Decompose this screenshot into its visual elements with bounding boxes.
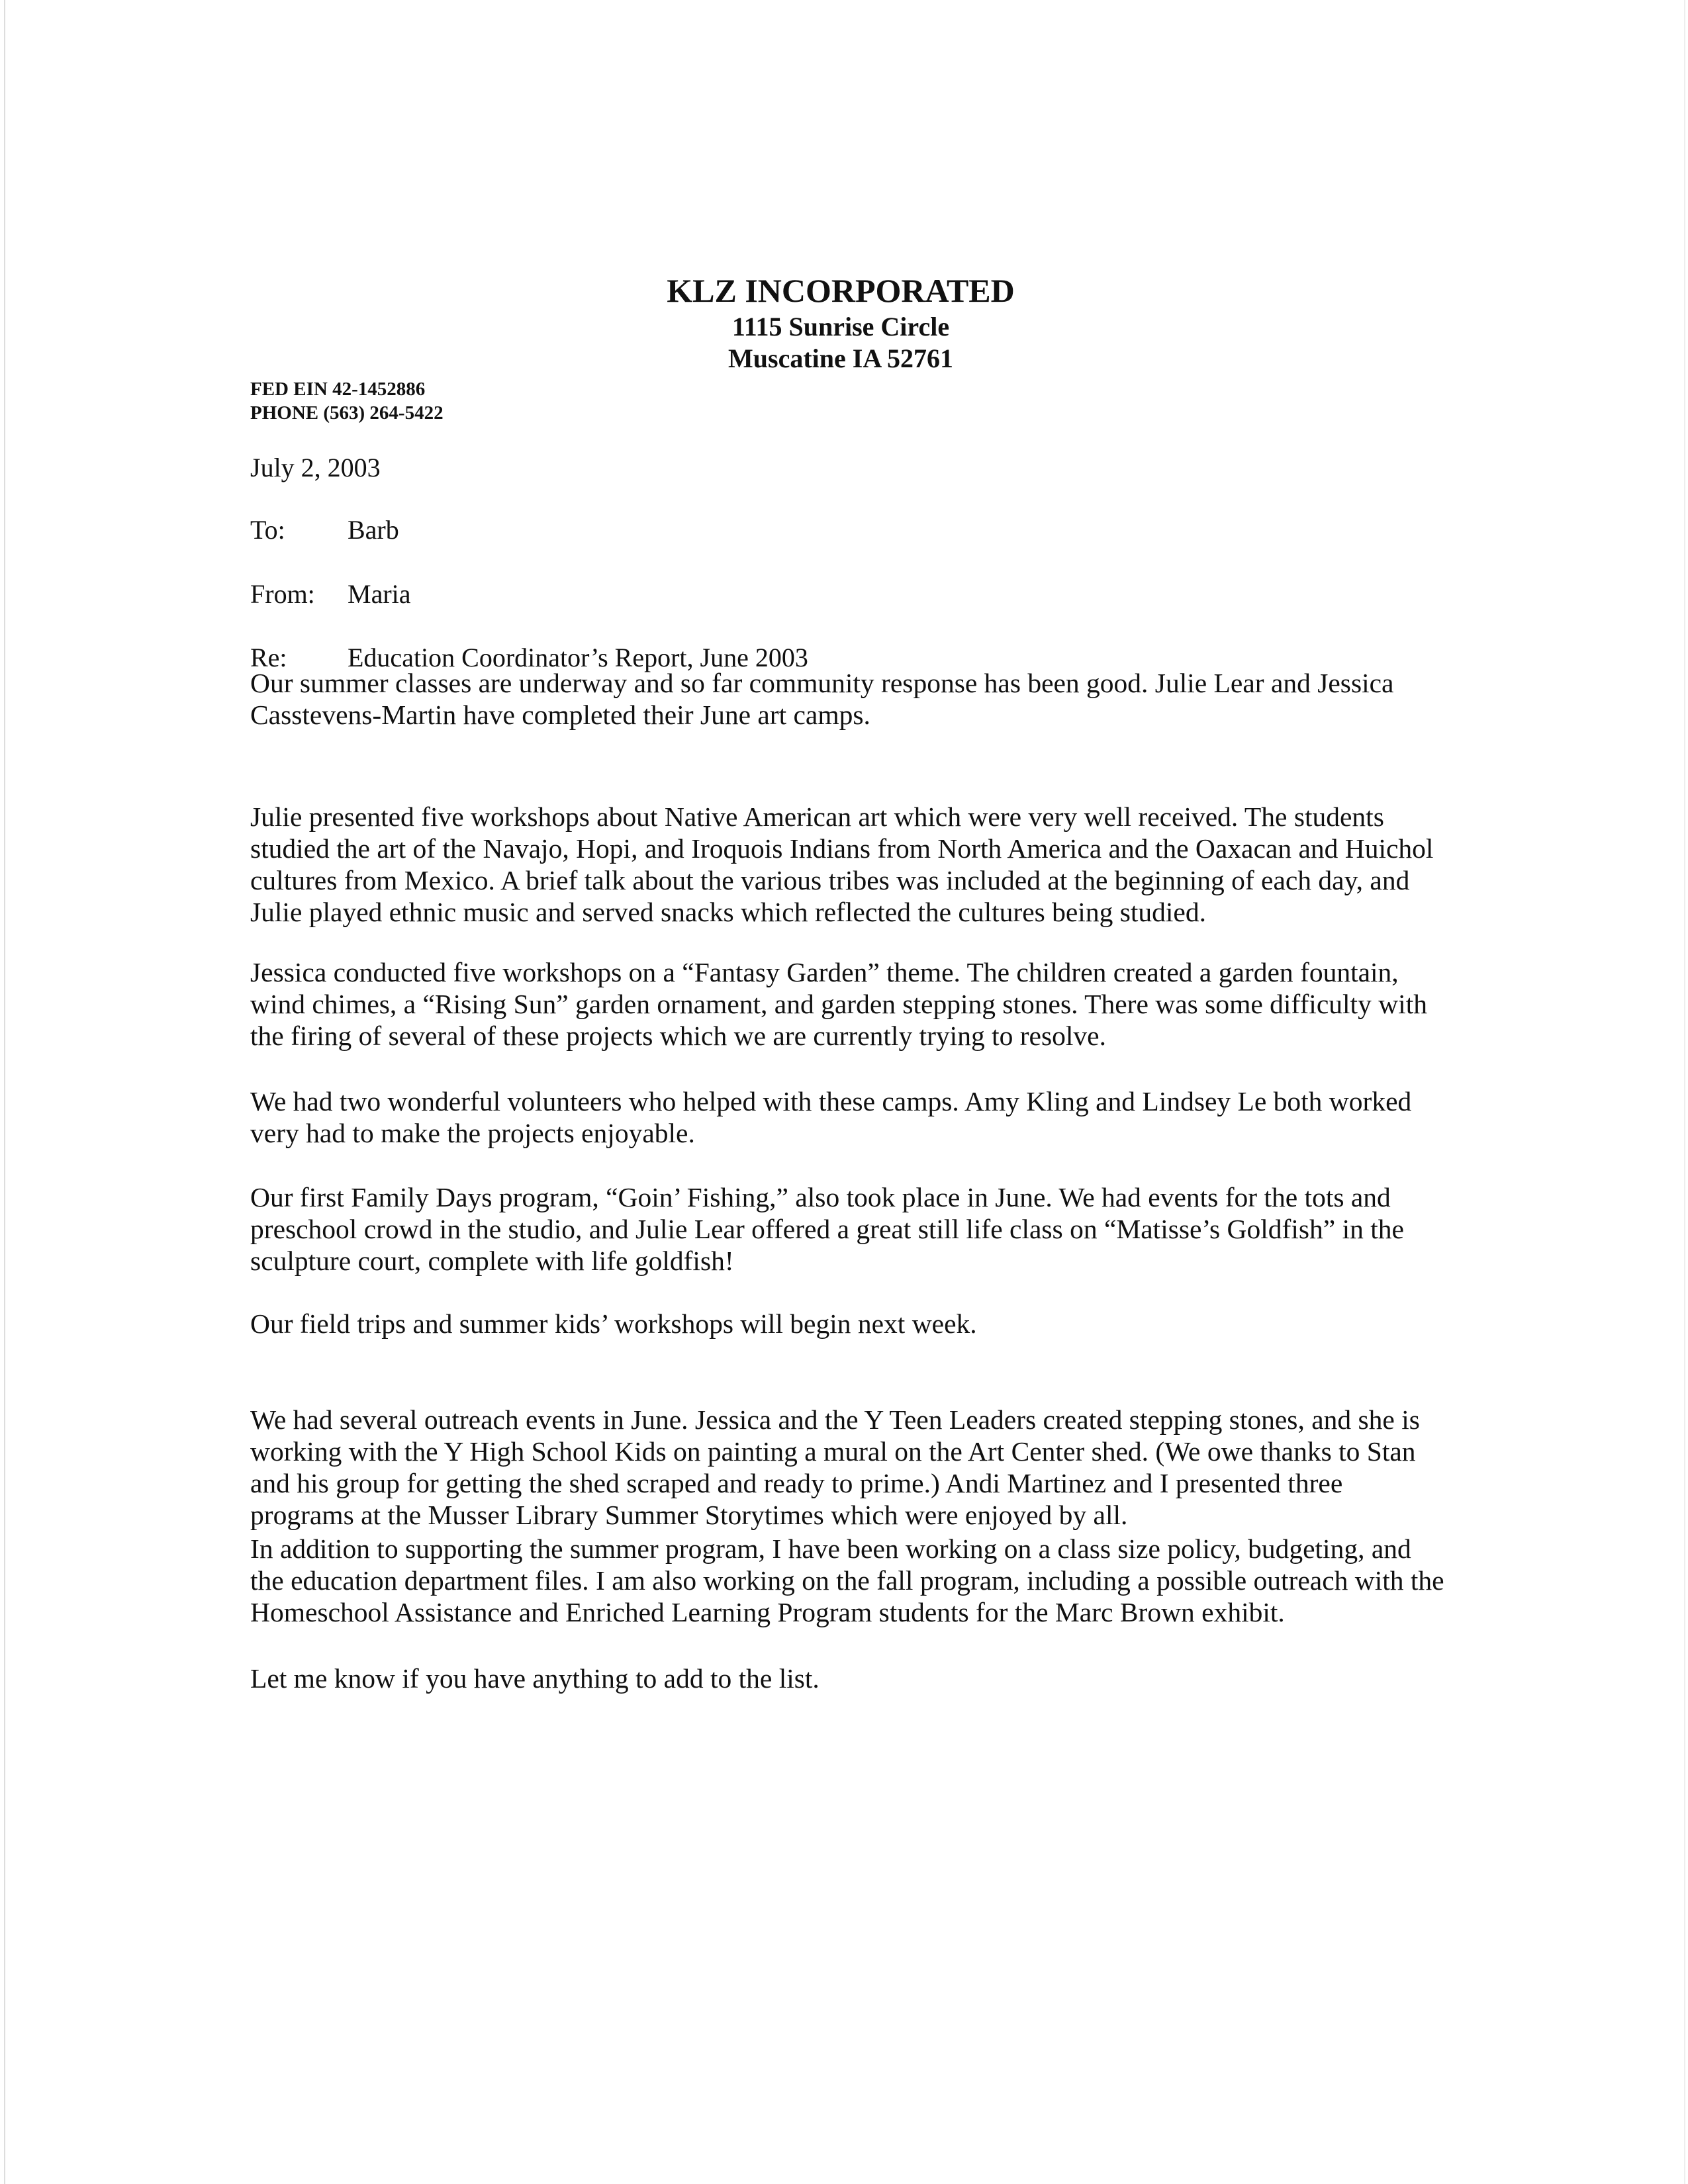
- body-paragraph: We had two wonderful volunteers who helped with these camps. Amy Kling and Lindsey Le both worked very had to make the projects enjoyable.: [250, 1086, 1412, 1148]
- from-label: From:: [250, 579, 315, 609]
- phone: PHONE (563) 264-5422: [250, 402, 444, 424]
- company-name: KLZ INCORPORATED: [667, 272, 1015, 309]
- memo-date: July 2, 2003: [250, 453, 381, 482]
- re-value: Education Coordinator’s Report, June 2003: [348, 643, 808, 672]
- to-label: To:: [250, 515, 285, 545]
- body-paragraph: Let me know if you have anything to add to the list.: [250, 1663, 820, 1694]
- body-paragraph: We had several outreach events in June. Jessica and the Y Teen Leaders created stepping stones, and she is working with the Y High School Kids on painting a mural on the Art Center shed. (We owe thanks to Stan and his group for getting the shed scraped and ready to prime.) Andi Martinez and I presented three programs at the Musser Library Summer Storytimes which were enjoyed by all.: [250, 1404, 1420, 1530]
- from-value: Maria: [348, 579, 411, 609]
- fed-ein: FED EIN 42-1452886: [250, 379, 426, 400]
- scan-edge-left: [4, 0, 5, 2184]
- to-value: Barb: [348, 515, 399, 545]
- address-line-2: Muscatine IA 52761: [728, 343, 953, 373]
- body-paragraph: Our first Family Days program, “Goin’ Fishing,” also took place in June. We had events for the tots and preschool crowd in the studio, and Julie Lear offered a great still life class on “Matisse’s Goldfish” in the sculpture court, complete with life goldfish!: [250, 1182, 1404, 1276]
- memo-to: [250, 514, 399, 545]
- re-label: Re:: [250, 643, 287, 672]
- body-paragraph: Julie presented five workshops about Native American art which were very well received. The students studied the art of the Navajo, Hopi, and Iroquois Indians from North America and the Oaxacan and Huichol cultures from Mexico. A brief talk about the various tribes was included at the beginning of each day, and Julie played ethnic music and served snacks which reflected the cultures being studied.: [250, 801, 1434, 927]
- body-paragraph: Jessica conducted five workshops on a “Fantasy Garden” theme. The children created a garden fountain, wind chimes, a “Rising Sun” garden ornament, and garden stepping stones. There was some difficulty with the firing of several of these projects which we are currently trying to resolve.: [250, 957, 1427, 1051]
- body-paragraph: In addition to supporting the summer program, I have been working on a class size policy, budgeting, and the education department files. I am also working on the fall program, including a possible outreach with the Homeschool Assistance and Enriched Learning Program students for the Marc Brown exhibit.: [250, 1533, 1444, 1627]
- address-line-1: 1115 Sunrise Circle: [731, 312, 950, 341]
- memo-from: [250, 578, 411, 610]
- body-paragraph: Our summer classes are underway and so far community response has been good. Julie Lear and Jessica Casstevens-Martin have completed their June art camps.: [250, 668, 1394, 730]
- scan-edge-right: [1684, 0, 1685, 2184]
- body-paragraph: Our field trips and summer kids’ workshops will begin next week.: [250, 1308, 977, 1339]
